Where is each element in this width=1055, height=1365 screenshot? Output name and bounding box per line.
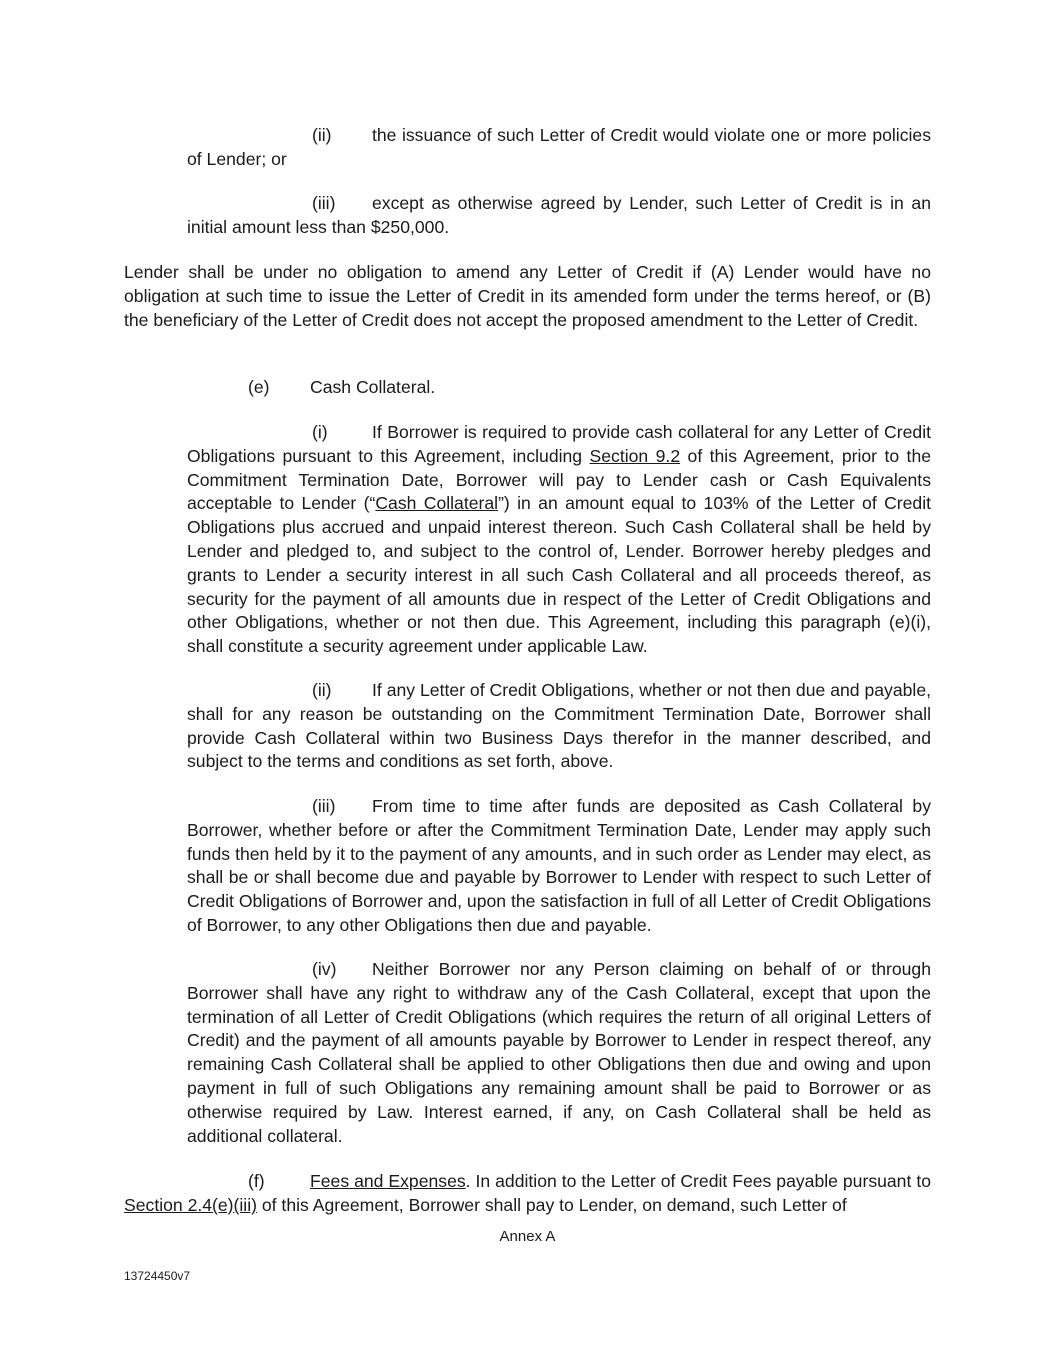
clause-text: the issuance of such Letter of Credit would violate one or more policies of Lender; or [187, 125, 931, 169]
clause-text: If Borrower is required to provide cash collateral for any Letter of Credit Obligations pursuant to this Agreement, including [187, 422, 931, 466]
section-reference: Section 9.2 [589, 445, 681, 466]
clause-label: (iv) [312, 959, 337, 979]
clause-text: If any Letter of Credit Obligations, whether or not then due and payable, shall for any reason be outstanding on the Commitment Termination Date, Borrower shall provide Cash Collateral within two Business Days therefor in the manner described, and subject to the terms and conditions as set forth, above. [187, 680, 931, 772]
section-reference: Section 2.4(e)(iii) [124, 1194, 257, 1215]
paragraph-e-i [187, 421, 931, 659]
paragraph-e-heading [124, 376, 931, 400]
clause-text: of this Agreement, Borrower shall pay to Lender, on demand, such Letter of [256, 1194, 847, 1215]
clause-text: From time to time after funds are deposited as Cash Collateral by Borrower, whether before or after the Commitment Termination Date, Lender may apply such funds then held by it to the payment of any amounts, and in such order as Lender may elect, as shall be or shall become due and payable by Borrower to Lender with respect to such Letter of Credit Obligations of Borrower and, upon the satisfaction in full of all Letter of Credit Obligations of Borrower, to any other Obligations then due and payable. [187, 796, 931, 935]
clause-text: ”) in an amount equal to 103% of the Letter of Credit Obligations plus accrued and unpaid interest thereon. Such Cash Collateral shall be held by Lender and pledged to, and subject to the control of, Lender. Borrower hereby pledges and grants to Lender a security interest in all such Cash Collateral and all proceeds thereof, as security for the payment of all amounts due in respect of the Letter of Credit Obligations and other Obligations, whether or not then due. This Agreement, including this paragraph (e)(i), shall constitute a security agreement under applicable Law. [187, 493, 932, 657]
clause-text: Lender shall be under no obligation to amend any Letter of Credit if (A) Lender would have no obligation at such time to issue the Letter of Credit in its amended form under the terms hereof, or (B) the beneficiary of the Letter of Credit does not accept the proposed amendment to the Letter of Credit. [124, 262, 931, 330]
document-id: 13724450v7 [124, 1269, 191, 1283]
page-footer-annex: Annex A [499, 1228, 556, 1245]
section-heading: Cash Collateral. [310, 377, 436, 397]
clause-label: (ii) [312, 680, 332, 700]
paragraph-amendment [124, 261, 931, 332]
clause-text: . In addition to the Letter of Credit Fees payable pursuant to [465, 1171, 931, 1191]
clause-label: (ii) [312, 125, 332, 145]
clause-text: except as otherwise agreed by Lender, such Letter of Credit is in an initial amount less than $250,000. [187, 193, 931, 237]
paragraph-e-iii [187, 795, 931, 938]
clause-text: Neither Borrower nor any Person claiming on behalf of or through Borrower shall have any right to withdraw any of the Cash Collateral, except that upon the termination of all Letter of Credit Obligations (which requires the return of all original Letters of Credit) and the payment of all amounts payable by Borrower to Lender in respect thereof, any remaining Cash Collateral shall be applied to other Obligations then due and owing and upon payment in full of such Obligations any remaining amount shall be paid to Borrower or as otherwise required by Law. Interest earned, if any, on Cash Collateral shall be held as additional collateral. [187, 959, 931, 1146]
clause-label: (e) [248, 377, 270, 397]
paragraph-d-ii [187, 124, 931, 172]
paragraph-d-iii [187, 192, 931, 240]
section-heading: Fees and Expenses [310, 1171, 466, 1191]
clause-label: (iii) [312, 193, 336, 213]
paragraph-f [124, 1170, 931, 1218]
paragraph-e-ii [187, 679, 931, 774]
clause-label: (iii) [312, 796, 336, 816]
clause-label: (i) [312, 422, 328, 442]
defined-term: Cash Collateral [375, 493, 499, 514]
clause-text: of this Agreement, prior to the Commitment Termination Date, Borrower will pay to Lender cash or Cash Equivalents acceptable to Lender (“ [187, 445, 932, 514]
clause-label: (f) [248, 1171, 265, 1191]
paragraph-e-iv [187, 958, 931, 1148]
